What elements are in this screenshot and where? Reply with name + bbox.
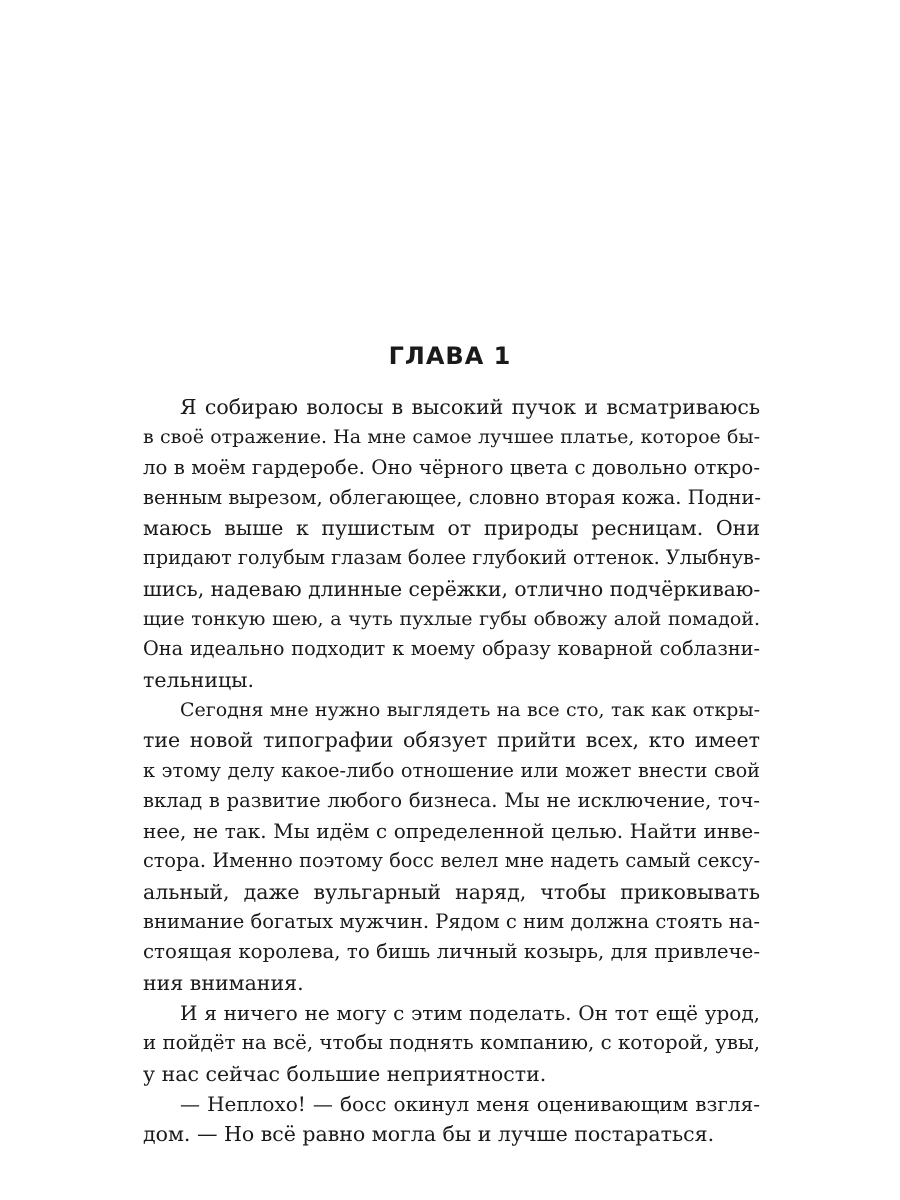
text-line: — Неплохо! — босс окинул меня оценивающим взгля-	[180, 1091, 760, 1116]
text-line: ния внимания.	[143, 970, 304, 995]
text-line: придают голубым глазам более глубокий оттенок. Улыбнув-	[143, 546, 761, 570]
text-line: шись, надеваю длинные серёжки, отлично подчёркиваю-	[143, 576, 761, 601]
chapter-title: ГЛАВА 1	[388, 342, 512, 370]
text-line: к этому делу какое-либо отношение или может внести свой	[143, 758, 760, 782]
text-line: ло в моём гардеробе. Оно чёрного цвета с довольно откро-	[143, 455, 760, 479]
text-line: тельницы.	[143, 667, 254, 692]
text-line: в своё отражение. На мне самое лучшее платье, которое бы-	[143, 426, 760, 449]
text-line: И я ничего не могу с этим поделать. Он тот ещё урод,	[180, 1000, 760, 1025]
text-line: внимание богатых мужчин. Рядом с ним должна стоять на-	[143, 910, 760, 934]
text-line: маюсь выше к пушистым от природы ресницам. Они	[143, 516, 760, 541]
text-line: и пойдёт на всё, чтобы поднять компанию, с которой, увы,	[143, 1031, 760, 1055]
text-line: Она идеально подходит к моему образу коварной соблазни-	[143, 637, 760, 661]
text-line: тие новой типографии обязует прийти всех, кто имеет	[143, 728, 760, 753]
text-line: альный, даже вульгарный наряд, чтобы приковывать	[143, 879, 760, 904]
text-line: у нас сейчас большие неприятности.	[143, 1061, 547, 1086]
text-line: нее, не так. Мы идём с определенной целью. Найти инве-	[143, 819, 760, 844]
text-line: Я собираю волосы в высокий пучок и всматриваюсь	[180, 395, 760, 419]
text-line: Сегодня мне нужно выглядеть на все сто, так как откры-	[180, 698, 760, 721]
text-line: вклад в развитие любого бизнеса. Мы не исключение, точ-	[143, 788, 760, 812]
chapter-text	[143, 392, 760, 1149]
text-line: стоящая королева, то бишь личный козырь, для привлече-	[143, 940, 760, 964]
text-line: щие тонкую шею, а чуть пухлые губы обвожу алой помадой.	[143, 608, 760, 631]
text-line: дом. — Но всё равно могла бы и лучше постараться.	[143, 1122, 715, 1147]
text-line: венным вырезом, облегающее, словно вторая кожа. Подни-	[143, 485, 761, 509]
text-line: стора. Именно поэтому босс велел мне надеть самый сексу-	[143, 849, 760, 873]
